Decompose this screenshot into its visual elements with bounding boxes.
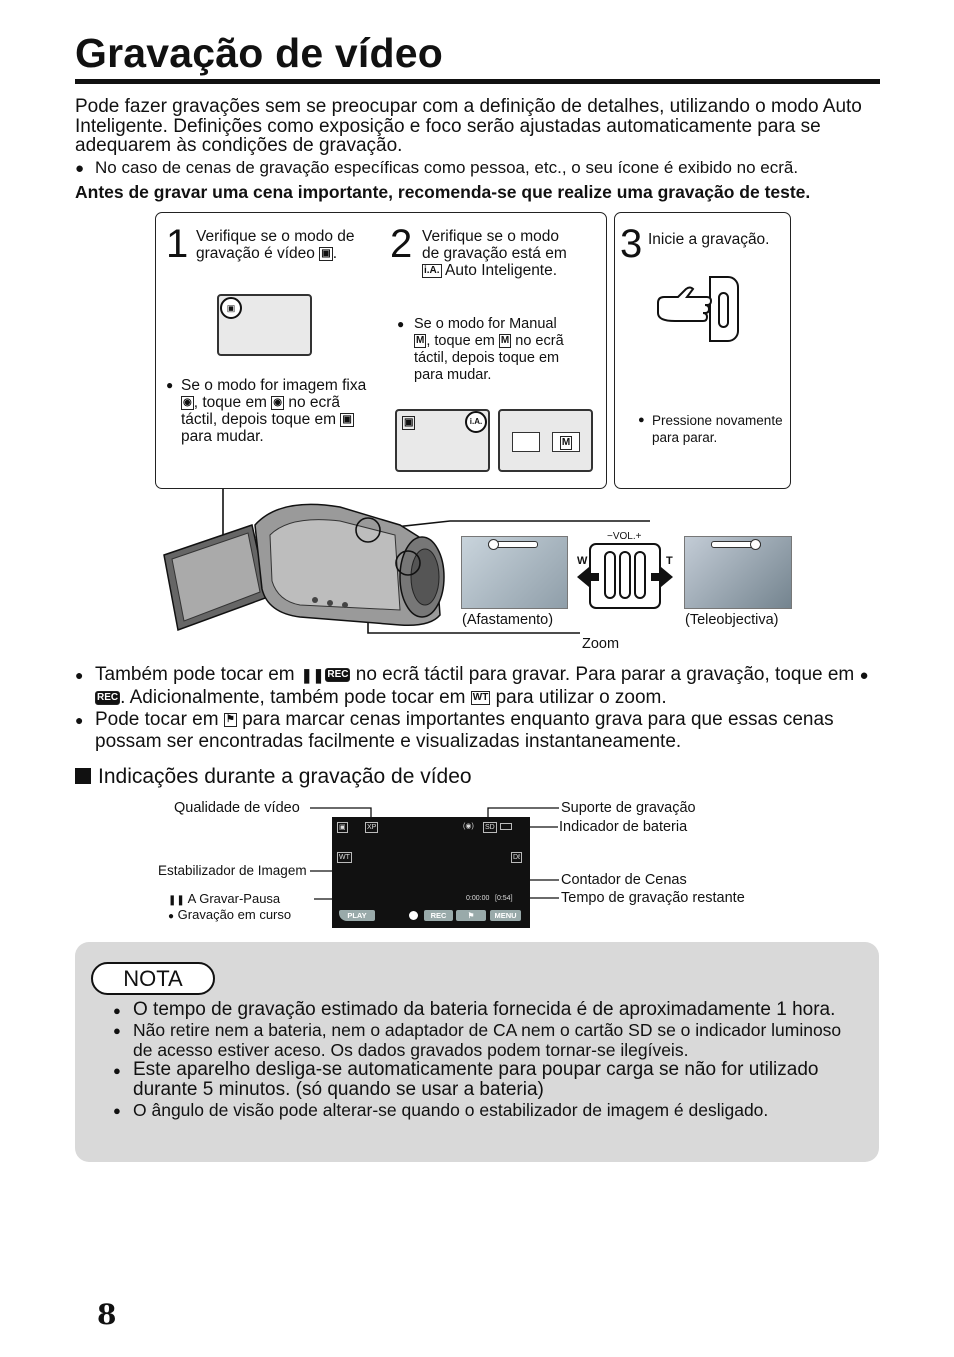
section-heading-text: Indicações durante a gravação de vídeo xyxy=(98,765,472,788)
label-recording-text: Gravação em curso xyxy=(177,907,292,922)
manual-mode-icon: M xyxy=(561,436,571,448)
tele-photo xyxy=(684,536,792,609)
flag-button[interactable]: ⚑ xyxy=(456,910,486,921)
page-number: 8 xyxy=(97,1298,117,1331)
step-1-text xyxy=(196,228,391,262)
step-1-note-d: táctil, depois toque em xyxy=(181,411,337,428)
video-mode-button-icon: ▣ xyxy=(220,297,242,319)
intelligent-auto-button-icon: i.A. xyxy=(465,411,487,433)
nota-item-4: ● O ângulo de visão pode alterar-se quando o estabilizador de imagem é desligado. xyxy=(113,1100,858,1120)
step-3-note-a: Pressione novamente xyxy=(652,413,783,428)
video-mode-icon: ▣ xyxy=(321,247,331,259)
zoom-bar-tele xyxy=(711,541,761,548)
step-3-note-line-1 xyxy=(638,412,788,429)
intro-bullet-text: No caso de cenas de gravação específicas como pessoa, etc., o seu ícone é exibido no ecrã. xyxy=(95,158,799,177)
step-2-number: 2 xyxy=(390,222,413,266)
step-2-line-b: de gravação está em xyxy=(422,245,567,262)
scene-icon: (◉) xyxy=(463,823,474,830)
bullet-icon: ● xyxy=(166,378,174,392)
video-mode-icon: ▣ xyxy=(404,417,414,428)
video-mode-icon: ▣ xyxy=(342,413,352,425)
pause-icon: ❚❚ xyxy=(168,895,185,906)
video-mode-icon: ▣ xyxy=(339,824,346,831)
blank-mode-box xyxy=(512,432,540,452)
zoom-wt-icon: WT xyxy=(339,854,350,861)
label-scene-counter: Contador de Cenas xyxy=(561,872,687,888)
nota-label: NOTA xyxy=(91,962,215,995)
scene-counter: 0:00:00 xyxy=(466,895,490,902)
step-2-note-b: , toque em xyxy=(426,333,495,349)
step-2-note-line-1 xyxy=(397,316,602,333)
pause-icon: ❚❚ xyxy=(300,666,325,683)
step-1-line-b-text: gravação é vídeo xyxy=(196,245,315,262)
step-1-note-e: para mudar. xyxy=(181,428,264,445)
zoom-bar-knob xyxy=(750,539,761,550)
rec-icon: REC xyxy=(97,691,119,703)
tele-caption: (Teleobjectiva) xyxy=(685,612,779,628)
manual-mode-icon: M xyxy=(500,335,510,347)
still-camera-icon: ◉ xyxy=(273,396,283,408)
body-bullets xyxy=(75,664,890,753)
body-b2-a: Pode tocar em xyxy=(95,709,219,730)
step-1-note-line-3 xyxy=(166,411,386,428)
step-1-number: 1 xyxy=(166,222,189,266)
record-dot-icon: ● xyxy=(168,911,175,922)
record-dot-icon: ● xyxy=(859,667,869,684)
bullet-icon: ● xyxy=(638,414,645,426)
label-recording xyxy=(168,907,291,922)
label-media: Suporte de gravação xyxy=(561,800,696,816)
intro-bullet xyxy=(75,158,885,178)
step-3-note xyxy=(638,412,788,446)
body-bullet-1 xyxy=(75,664,890,709)
step-2-note xyxy=(397,316,602,384)
intelligent-auto-icon: i.A. xyxy=(424,264,440,276)
body-b1-d: . Adicionalmente, também pode tocar em xyxy=(120,687,466,708)
rec-button[interactable]: REC xyxy=(424,910,453,921)
wide-angle-photo xyxy=(461,536,568,609)
zoom-w-label: W xyxy=(577,555,588,567)
step-2-text xyxy=(422,228,602,279)
step-2-note-d: táctil, depois toque em xyxy=(414,350,560,366)
step-2-line-c xyxy=(422,262,602,279)
body-b1-e: para utilizar o zoom. xyxy=(495,687,667,708)
step-1-note-line-2 xyxy=(166,394,386,411)
remaining-time: [0:54] xyxy=(495,895,513,902)
step-1-note-c: no ecrã xyxy=(288,394,341,411)
step-2-line-a: Verifique se o modo xyxy=(422,228,560,245)
intro-paragraph: Pode fazer gravações sem se preocupar com a definição de detalhes, utilizando o modo Auto Inteligente. Definições como exposição e foco serão ajustadas automaticamente para se adequarem às condições de gravação. xyxy=(75,96,862,156)
press-record-button-illustration xyxy=(655,275,745,345)
step-2-note-line-2 xyxy=(397,333,602,350)
step-2-line-c-text: Auto Inteligente. xyxy=(445,262,558,279)
step-3-note-b: para parar. xyxy=(652,430,718,445)
body-b1-a: Também pode tocar em xyxy=(95,664,295,685)
step-1-note-a: Se o modo for imagem fixa xyxy=(181,377,367,394)
recording-screen xyxy=(332,817,530,928)
menu-button[interactable]: MENU xyxy=(490,910,521,921)
warning-text: Antes de gravar uma cena importante, recomenda-se que realize uma gravação de teste. xyxy=(75,182,811,202)
step-2-note-a: Se o modo for Manual xyxy=(414,316,557,332)
record-dot-icon xyxy=(409,911,418,920)
flag-icon: ⚑ xyxy=(225,713,235,725)
nota-item-1: ● O tempo de gravação estimado da bateria fornecida é de aproximadamente 1 hora. xyxy=(113,1000,858,1020)
bullet-icon: ● xyxy=(397,317,405,331)
step-1-line-b: gravação é vídeo ▣ . xyxy=(196,245,337,262)
still-camera-icon: ◉ xyxy=(183,396,192,408)
step-2-note-e: para mudar. xyxy=(414,367,492,383)
label-pause xyxy=(168,891,280,906)
body-b1-b: no ecrã táctil para gravar. Para parar a gravação, toque xyxy=(355,664,823,685)
step-3-number: 3 xyxy=(620,222,643,266)
zoom-vol-label: −VOL.+ xyxy=(607,531,642,542)
manual-mode-icon: M xyxy=(416,335,425,347)
rec-icon: REC xyxy=(327,668,349,680)
nota-list xyxy=(113,1000,858,1120)
manual-mode-box xyxy=(552,432,580,452)
body-b2-b: para marcar cenas importantes enquanto grava para que essas cenas possam ser encontradas facilmente e visualizadas instantaneamente. xyxy=(95,709,834,752)
zoom-label: Zoom xyxy=(582,636,620,652)
step-2-note-c: no ecrã xyxy=(515,333,564,349)
step-3-text: Inicie a gravação. xyxy=(648,231,770,248)
label-video-quality: Qualidade de vídeo xyxy=(174,800,300,816)
zoom-t-label: T xyxy=(666,555,673,567)
label-pause-text: A Gravar-Pausa xyxy=(187,891,281,906)
media-icon: SD xyxy=(485,824,495,831)
zoom-bar-wide xyxy=(488,541,538,548)
nota-item-3: ● Este aparelho desliga-se automaticamente para poupar carga se não for utilizado durante 5 minutos. (só quando se usar a bateria) xyxy=(113,1060,858,1100)
video-quality-icon: XP xyxy=(367,824,377,831)
wide-caption: (Afastamento) xyxy=(462,612,554,628)
battery-icon xyxy=(500,823,512,830)
body-bullet-2 xyxy=(75,709,890,753)
label-stabilizer: Estabilizador de Imagem xyxy=(158,863,307,878)
section-square-icon xyxy=(75,768,91,784)
title-rule xyxy=(75,79,880,84)
label-battery: Indicador de bateria xyxy=(559,819,688,835)
page-title: Gravação de vídeo xyxy=(75,30,444,76)
stabilizer-icon: Dℓ xyxy=(513,854,521,861)
step-1-lcd xyxy=(217,294,312,356)
zoom-wt-icon: WT xyxy=(472,691,489,703)
section-heading xyxy=(75,765,472,789)
step-1-note xyxy=(166,377,386,445)
body-b1-c: em xyxy=(827,664,855,685)
zoom-bar-knob xyxy=(488,539,499,550)
play-button[interactable]: PLAY xyxy=(339,910,375,921)
step-2-lcd-left xyxy=(395,409,490,472)
label-remaining: Tempo de gravação restante xyxy=(561,890,745,906)
zoom-lever-illustration xyxy=(575,530,675,612)
step-1-note-line-1 xyxy=(166,377,386,394)
step-1-line-a: Verifique se o modo de xyxy=(196,228,355,245)
step-1-note-b: , toque em xyxy=(193,394,267,411)
step-2-lcd-right xyxy=(498,409,593,472)
nota-item-2: ● Não retire nem a bateria, nem o adaptador de CA nem o cartão SD se o indicador luminoso de acesso estiver aceso. Os dados gravados podem tornar-se ilegíveis. xyxy=(113,1020,858,1060)
